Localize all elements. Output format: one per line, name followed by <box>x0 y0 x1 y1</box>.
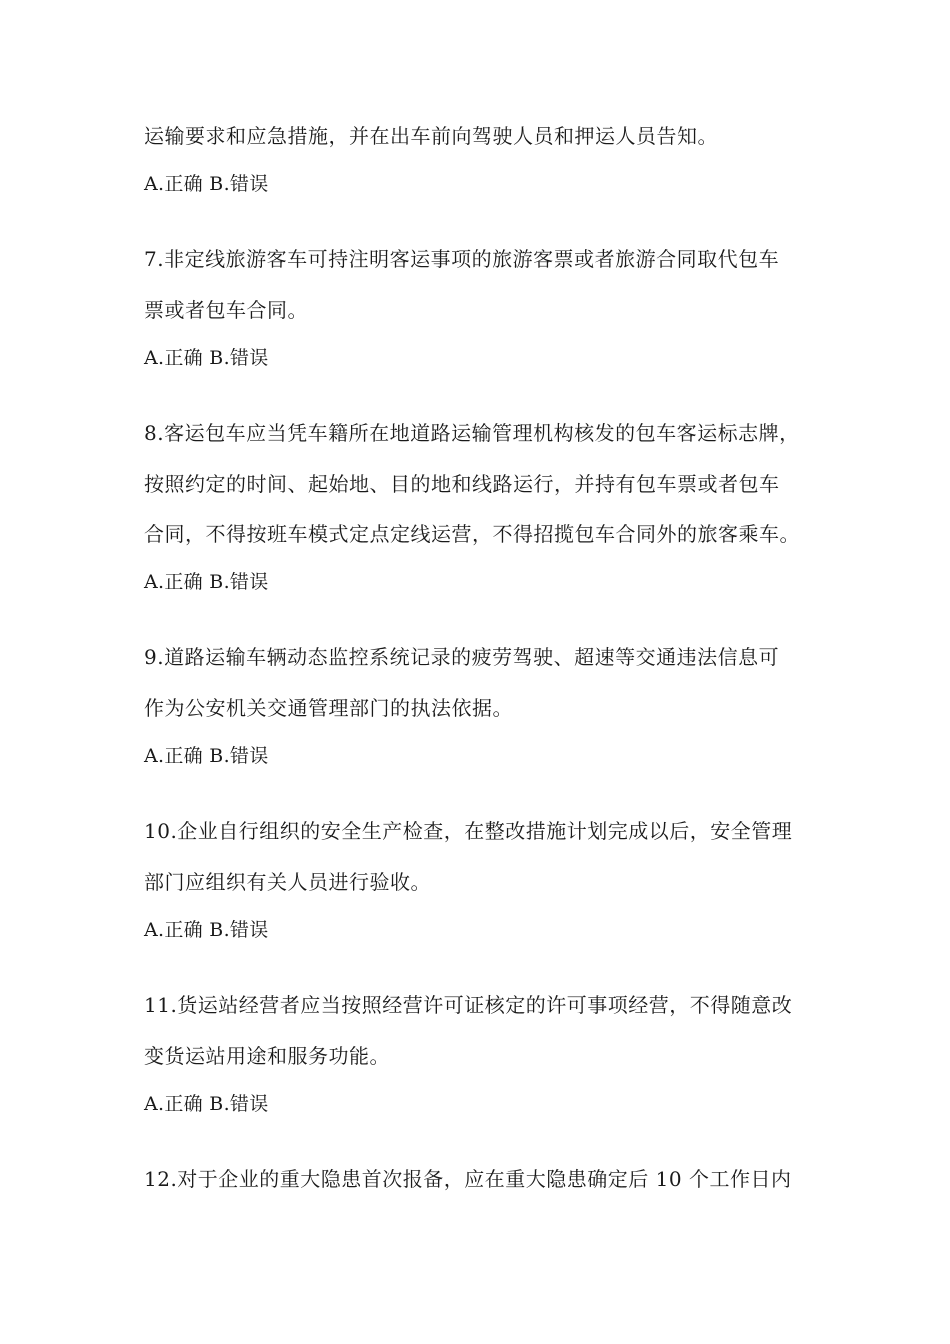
question-11-line-1: 11.货运站经营者应当按照经营许可证核定的许可事项经营，不得随意改 <box>144 993 793 1017</box>
answer-options: A.正确 B.错误 <box>144 919 269 941</box>
answer-options: A.正确 B.错误 <box>144 1093 269 1115</box>
question-10-line-1: 10.企业自行组织的安全生产检查，在整改措施计划完成以后，安全管理 <box>144 819 793 843</box>
question-10-line-2: 部门应组织有关人员进行验收。 <box>144 870 431 894</box>
question-7-line-2: 票或者包车合同。 <box>144 298 308 322</box>
answer-options: A.正确 B.错误 <box>144 571 269 593</box>
question-8-line-3: 合同，不得按班车模式定点定线运营，不得招揽包车合同外的旅客乘车。 <box>144 522 800 546</box>
question-9-line-1: 9.道路运输车辆动态监控系统记录的疲劳驾驶、超速等交通违法信息可 <box>144 645 780 669</box>
question-11-line-2: 变货运站用途和服务功能。 <box>144 1044 390 1068</box>
question-7-line-1: 7.非定线旅游客车可持注明客运事项的旅游客票或者旅游合同取代包车 <box>144 247 780 271</box>
question-9-line-2: 作为公安机关交通管理部门的执法依据。 <box>144 696 513 720</box>
answer-options: A.正确 B.错误 <box>144 173 269 195</box>
answer-options: A.正确 B.错误 <box>144 347 269 369</box>
question-12-line-1: 12.对于企业的重大隐患首次报备，应在重大隐患确定后 10 个工作日内 <box>144 1167 792 1191</box>
question-8-line-2: 按照约定的时间、起始地、目的地和线路运行，并持有包车票或者包车 <box>144 472 780 496</box>
question-8-line-1: 8.客运包车应当凭车籍所在地道路运输管理机构核发的包车客运标志牌， <box>144 421 800 445</box>
answer-options: A.正确 B.错误 <box>144 745 269 767</box>
text-line: 运输要求和应急措施，并在出车前向驾驶人员和押运人员告知。 <box>144 124 718 148</box>
